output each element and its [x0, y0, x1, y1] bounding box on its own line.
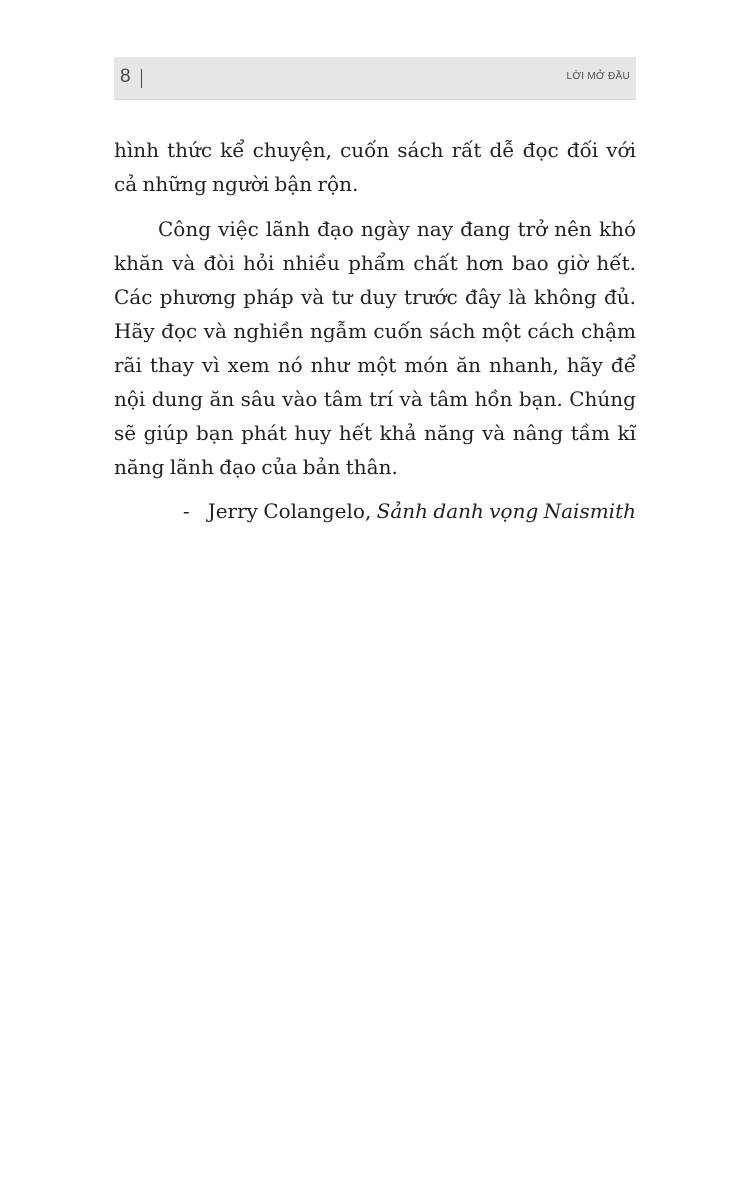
quote-attribution — [114, 494, 636, 528]
running-header — [114, 57, 636, 100]
attribution-author: Jerry Colangelo, — [207, 499, 372, 523]
attribution-dash: - — [182, 499, 190, 523]
paragraph-leadership: Công việc lãnh đạo ngày nay đang trở nên khó khăn và đòi hỏi nhiều phẩm chất hơn bao giờ hết. Các phương pháp và tư duy trước đây là không đủ. Hãy đọc và nghiền ngẫm cuốn sách một cách chậm rãi thay vì xem nó như một món ăn nhanh, hãy để nội dung ăn sâu vào tâm trí và tâm hồn bạn. Chúng sẽ giúp bạn phát huy hết khả năng và nâng tầm kĩ năng lãnh đạo của bản thân. — [114, 217, 636, 479]
header-divider — [141, 69, 142, 88]
paragraph-continuation: hình thức kể chuyện, cuốn sách rất dễ đọc đối với cả những người bận rộn. — [114, 138, 636, 196]
attribution-source: Sảnh danh vọng Naismith — [376, 499, 636, 523]
chapter-title: LỜI MỞ ĐẦU — [566, 71, 630, 82]
body-text — [114, 133, 636, 484]
page-number: 8 — [120, 66, 131, 87]
